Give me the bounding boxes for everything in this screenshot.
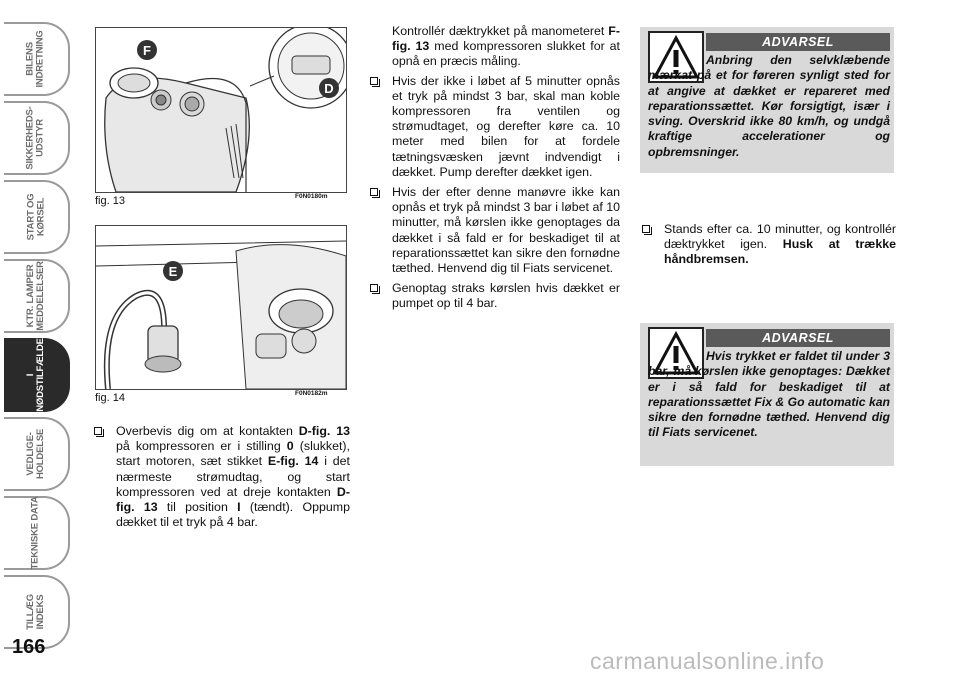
- warning-box-1: [640, 27, 894, 173]
- middle-column: [368, 24, 620, 317]
- left-column: [92, 424, 350, 535]
- tab-nodstilfaelde[interactable]: I NØDSTILFÆLDE: [4, 338, 70, 412]
- figure-14-code: F0N0182m: [295, 390, 328, 397]
- figure-14-caption: fig. 14: [95, 392, 125, 404]
- tab-vedligeholdelse[interactable]: VEDLIGE- HOLDELSE: [4, 417, 70, 491]
- svg-text:E: E: [168, 264, 178, 279]
- figure-14: [95, 225, 347, 390]
- tab-tekniske-data[interactable]: TEKNISKE DATA: [4, 496, 70, 570]
- page-number: 166: [12, 636, 46, 658]
- power-outlet-illustration: [96, 226, 346, 389]
- right-column: [640, 222, 896, 273]
- checkbox-bullet-icon: [94, 427, 102, 435]
- list-item: Genoptag straks kørslen hvis dækket er pumpet op til 4 bar.: [368, 281, 620, 311]
- list-item: Stands efter ca. 10 minutter, og kontrollér dæktrykket igen. Husk at trække håndbremsen.: [640, 222, 896, 268]
- svg-text:D: D: [324, 81, 334, 96]
- list-item: Hvis der efter denne manøvre ikke kan opnås et tryk på mindst 3 bar i løbet af 10 minutter, må kørslen ikke genoptages da dækket i så fald er for beskadiget til at reparationssættet kan sikre den fornødne tæthed. Henvend dig til Fiats servicenet.: [368, 185, 620, 276]
- checkbox-bullet-icon: [370, 284, 378, 292]
- intro-paragraph: Kontrollér dæktrykket på manometeret F-fig. 13 med kompressoren slukket for at opnå en præcis måling.: [392, 24, 620, 69]
- checkbox-bullet-icon: [370, 188, 378, 196]
- checkbox-bullet-icon: [370, 77, 378, 85]
- compressor-illustration: [96, 28, 346, 192]
- figure-13-caption: fig. 13: [95, 195, 125, 207]
- checkbox-bullet-icon: [642, 225, 650, 233]
- tab-tillaeg-indeks[interactable]: TILLÆG INDEKS: [4, 575, 70, 649]
- watermark: carmanualsonline.info: [590, 648, 825, 674]
- warning-text: Anbring den selvklæbende mærkat på et for føreren synligt sted for at angive at dækket er repareret med reparationssættet. Kør forsigtigt, især i sving. Overskrid ikke 80 km/h, og undgå kraftige accelerationer og opbremsninger.: [648, 53, 890, 159]
- list-item: Overbevis dig om at kontakten D-fig. 13 på kompressoren er i stilling 0 (slukket), start motoren, sæt stikket E-fig. 14 i det nærmeste strømudtag, og start kompressoren ved at dreje kontakten D-fig. 13 til position I (tændt). Oppump dækket til et tryk på 4 bar.: [92, 424, 350, 530]
- tab-sikkerhedsudstyr[interactable]: SIKKERHEDS- UDSTYR: [4, 101, 70, 175]
- tab-start-og-korsel[interactable]: START OG KØRSEL: [4, 180, 70, 254]
- list-item: Hvis der ikke i løbet af 5 minutter opnås et tryk på mindst 3 bar, skal man koble kompressoren fra ventilen og strømudtaget, og derefter køre ca. 10 meter med bilen for at fordele tætningsvæsken jævnt indvendigt i dækket. Pump derefter dækket igen.: [368, 74, 620, 180]
- warning-title: ADVARSEL: [706, 329, 890, 347]
- figure-13: [95, 27, 347, 193]
- warning-title: ADVARSEL: [706, 33, 890, 51]
- tab-bilens-indretning[interactable]: BILENS INDRETNING: [4, 22, 70, 96]
- warning-text: Hvis trykket er faldet til under 3 bar, må kørslen ikke genoptages: Dækket er i så fald for beskadiget til at reparationssættet Fix & Go automatic kan sikre den fornødne tæthed. Henvend dig til Fiats servicenet.: [648, 349, 890, 440]
- svg-text:F: F: [143, 43, 151, 58]
- tab-kontrollamper[interactable]: KTR. LAMPER MEDDELELSER: [4, 259, 70, 333]
- figure-13-code: F0N0180m: [295, 193, 328, 200]
- warning-box-2: [640, 323, 894, 466]
